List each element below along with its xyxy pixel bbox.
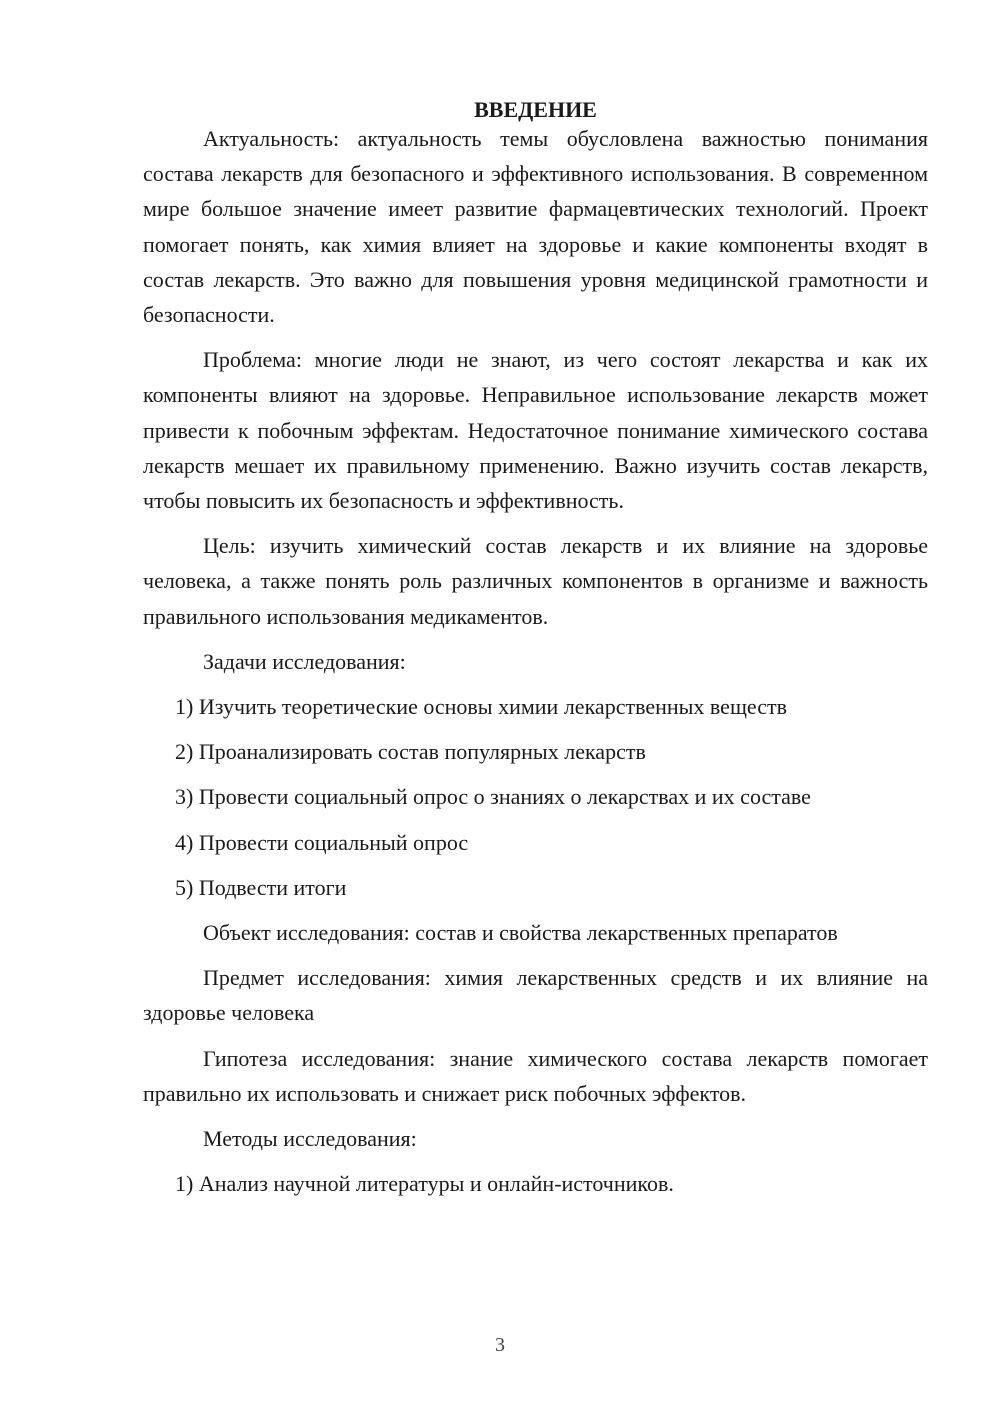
task-item: 1) Изучить теоретические основы химии лекарственных веществ	[175, 694, 787, 720]
task-item: 4) Провести социальный опрос	[175, 829, 469, 855]
task-item: 3) Провести социальный опрос о знаниях о лекарствах и их составе	[175, 784, 811, 810]
subject-paragraph: Предмет исследования: химия лекарственных средств и их влияние на здоровье человека	[143, 965, 928, 1026]
method-item: 1) Анализ научной литературы и онлайн-источников.	[175, 1171, 674, 1197]
goal-paragraph: Цель: изучить химический состав лекарств и их влияние на здоровье человека, а также понять роль различных компонентов в организме и важность правильного использования медикаментов.	[143, 533, 928, 629]
document-page	[143, 92, 928, 1211]
hypothesis-paragraph: Гипотеза исследования: знание химического состава лекарств помогает правильно их использовать и снижает риск побочных эффектов.	[143, 1045, 928, 1106]
task-item: 2) Проанализировать состав популярных лекарств	[175, 739, 646, 765]
problem-paragraph: Проблема: многие люди не знают, из чего состоят лекарства и как их компоненты влияют на здоровье. Неправильное использование лекарств может привести к побочным эффектам. Недостаточное понимание химического состава лекарств мешает их правильному применению. Важно изучить состав лекарств, чтобы повысить их безопасность и эффективность.	[143, 347, 928, 514]
section-title: ВВЕДЕНИЕ	[474, 97, 597, 122]
relevance-paragraph: Актуальность: актуальность темы обусловлена важностью понимания состава лекарств для безопасного и эффективного использования. В современном мире большое значение имеет развитие фармацевтических технологий. Проект помогает понять, как химия влияет на здоровье и какие компоненты входят в состав лекарств. Это важно для повышения уровня медицинской грамотности и безопасности.	[143, 126, 928, 328]
task-item: 5) Подвести итоги	[175, 874, 347, 900]
tasks-heading: Задачи исследования:	[203, 648, 406, 674]
methods-heading: Методы исследования:	[203, 1126, 417, 1152]
object-paragraph: Объект исследования: состав и свойства лекарственных препаратов	[203, 920, 838, 946]
page-number: 3	[495, 1334, 505, 1356]
